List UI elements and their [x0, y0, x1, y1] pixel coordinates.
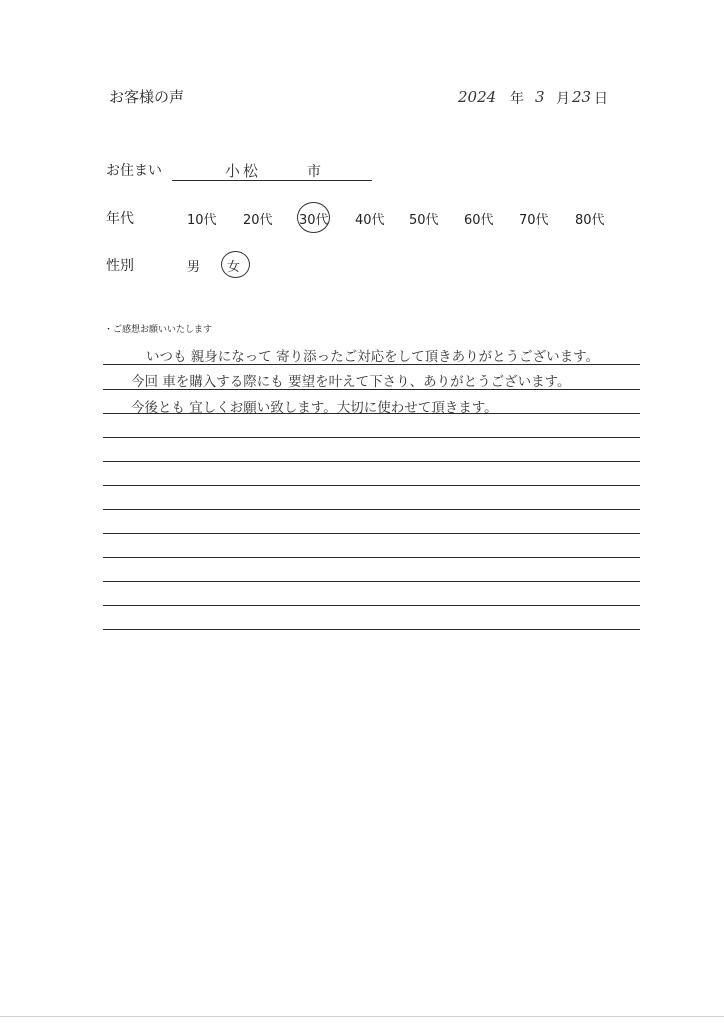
age-option-40s: 40代: [355, 213, 385, 228]
comments-heading: ・ご感想お願いいたします: [104, 325, 213, 335]
comment-line-3: 今後とも 宜しくお願い致します。大切に使わせて頂きます。: [131, 400, 498, 416]
scan-edge: [0, 1016, 724, 1017]
age-option-30s: 30代: [299, 213, 329, 228]
form-title: お客様の声: [109, 88, 185, 106]
ruled-line: [103, 461, 640, 462]
ruled-line: [103, 437, 640, 438]
residence-value: 小松: [225, 162, 262, 180]
date-year-unit: 年: [510, 91, 524, 107]
gender-option-male: 男: [187, 260, 201, 275]
ruled-line: [103, 581, 640, 582]
age-option-20s: 20代: [243, 213, 273, 228]
age-label: 年代: [106, 211, 134, 227]
residence-label: お住まい: [106, 163, 162, 179]
date-month-unit: 月: [556, 91, 570, 107]
ruled-line: [103, 413, 640, 414]
ruled-line: [103, 605, 640, 606]
age-option-60s: 60代: [464, 213, 494, 228]
comment-line-2: 今回 車を購入する際にも 要望を叶えて下さり、ありがとうございます。: [131, 374, 571, 390]
residence-underline: [172, 180, 372, 181]
age-option-10s: 10代: [187, 213, 217, 228]
ruled-line: [103, 485, 640, 486]
ruled-line: [103, 364, 640, 365]
ruled-line: [103, 533, 640, 534]
gender-label: 性別: [106, 258, 134, 274]
age-option-80s: 80代: [575, 213, 605, 228]
date-day-unit: 日: [594, 91, 608, 107]
ruled-line: [103, 629, 640, 630]
gender-selected-circle: [221, 251, 250, 278]
age-option-50s: 50代: [409, 213, 439, 228]
ruled-line: [103, 389, 640, 390]
date-field: [458, 88, 618, 112]
comment-line-1: いつも 親身になって 寄り添ったご対応をして頂きありがとうございます。: [146, 349, 600, 365]
age-selected-circle: [297, 202, 330, 233]
date-month: 3: [535, 88, 545, 106]
date-day: 23: [572, 88, 592, 106]
gender-option-female: 女: [227, 260, 241, 275]
residence-suffix: 市: [307, 164, 321, 180]
ruled-line: [103, 557, 640, 558]
ruled-line: [103, 509, 640, 510]
age-option-70s: 70代: [519, 213, 549, 228]
date-year: 2024: [458, 88, 497, 106]
